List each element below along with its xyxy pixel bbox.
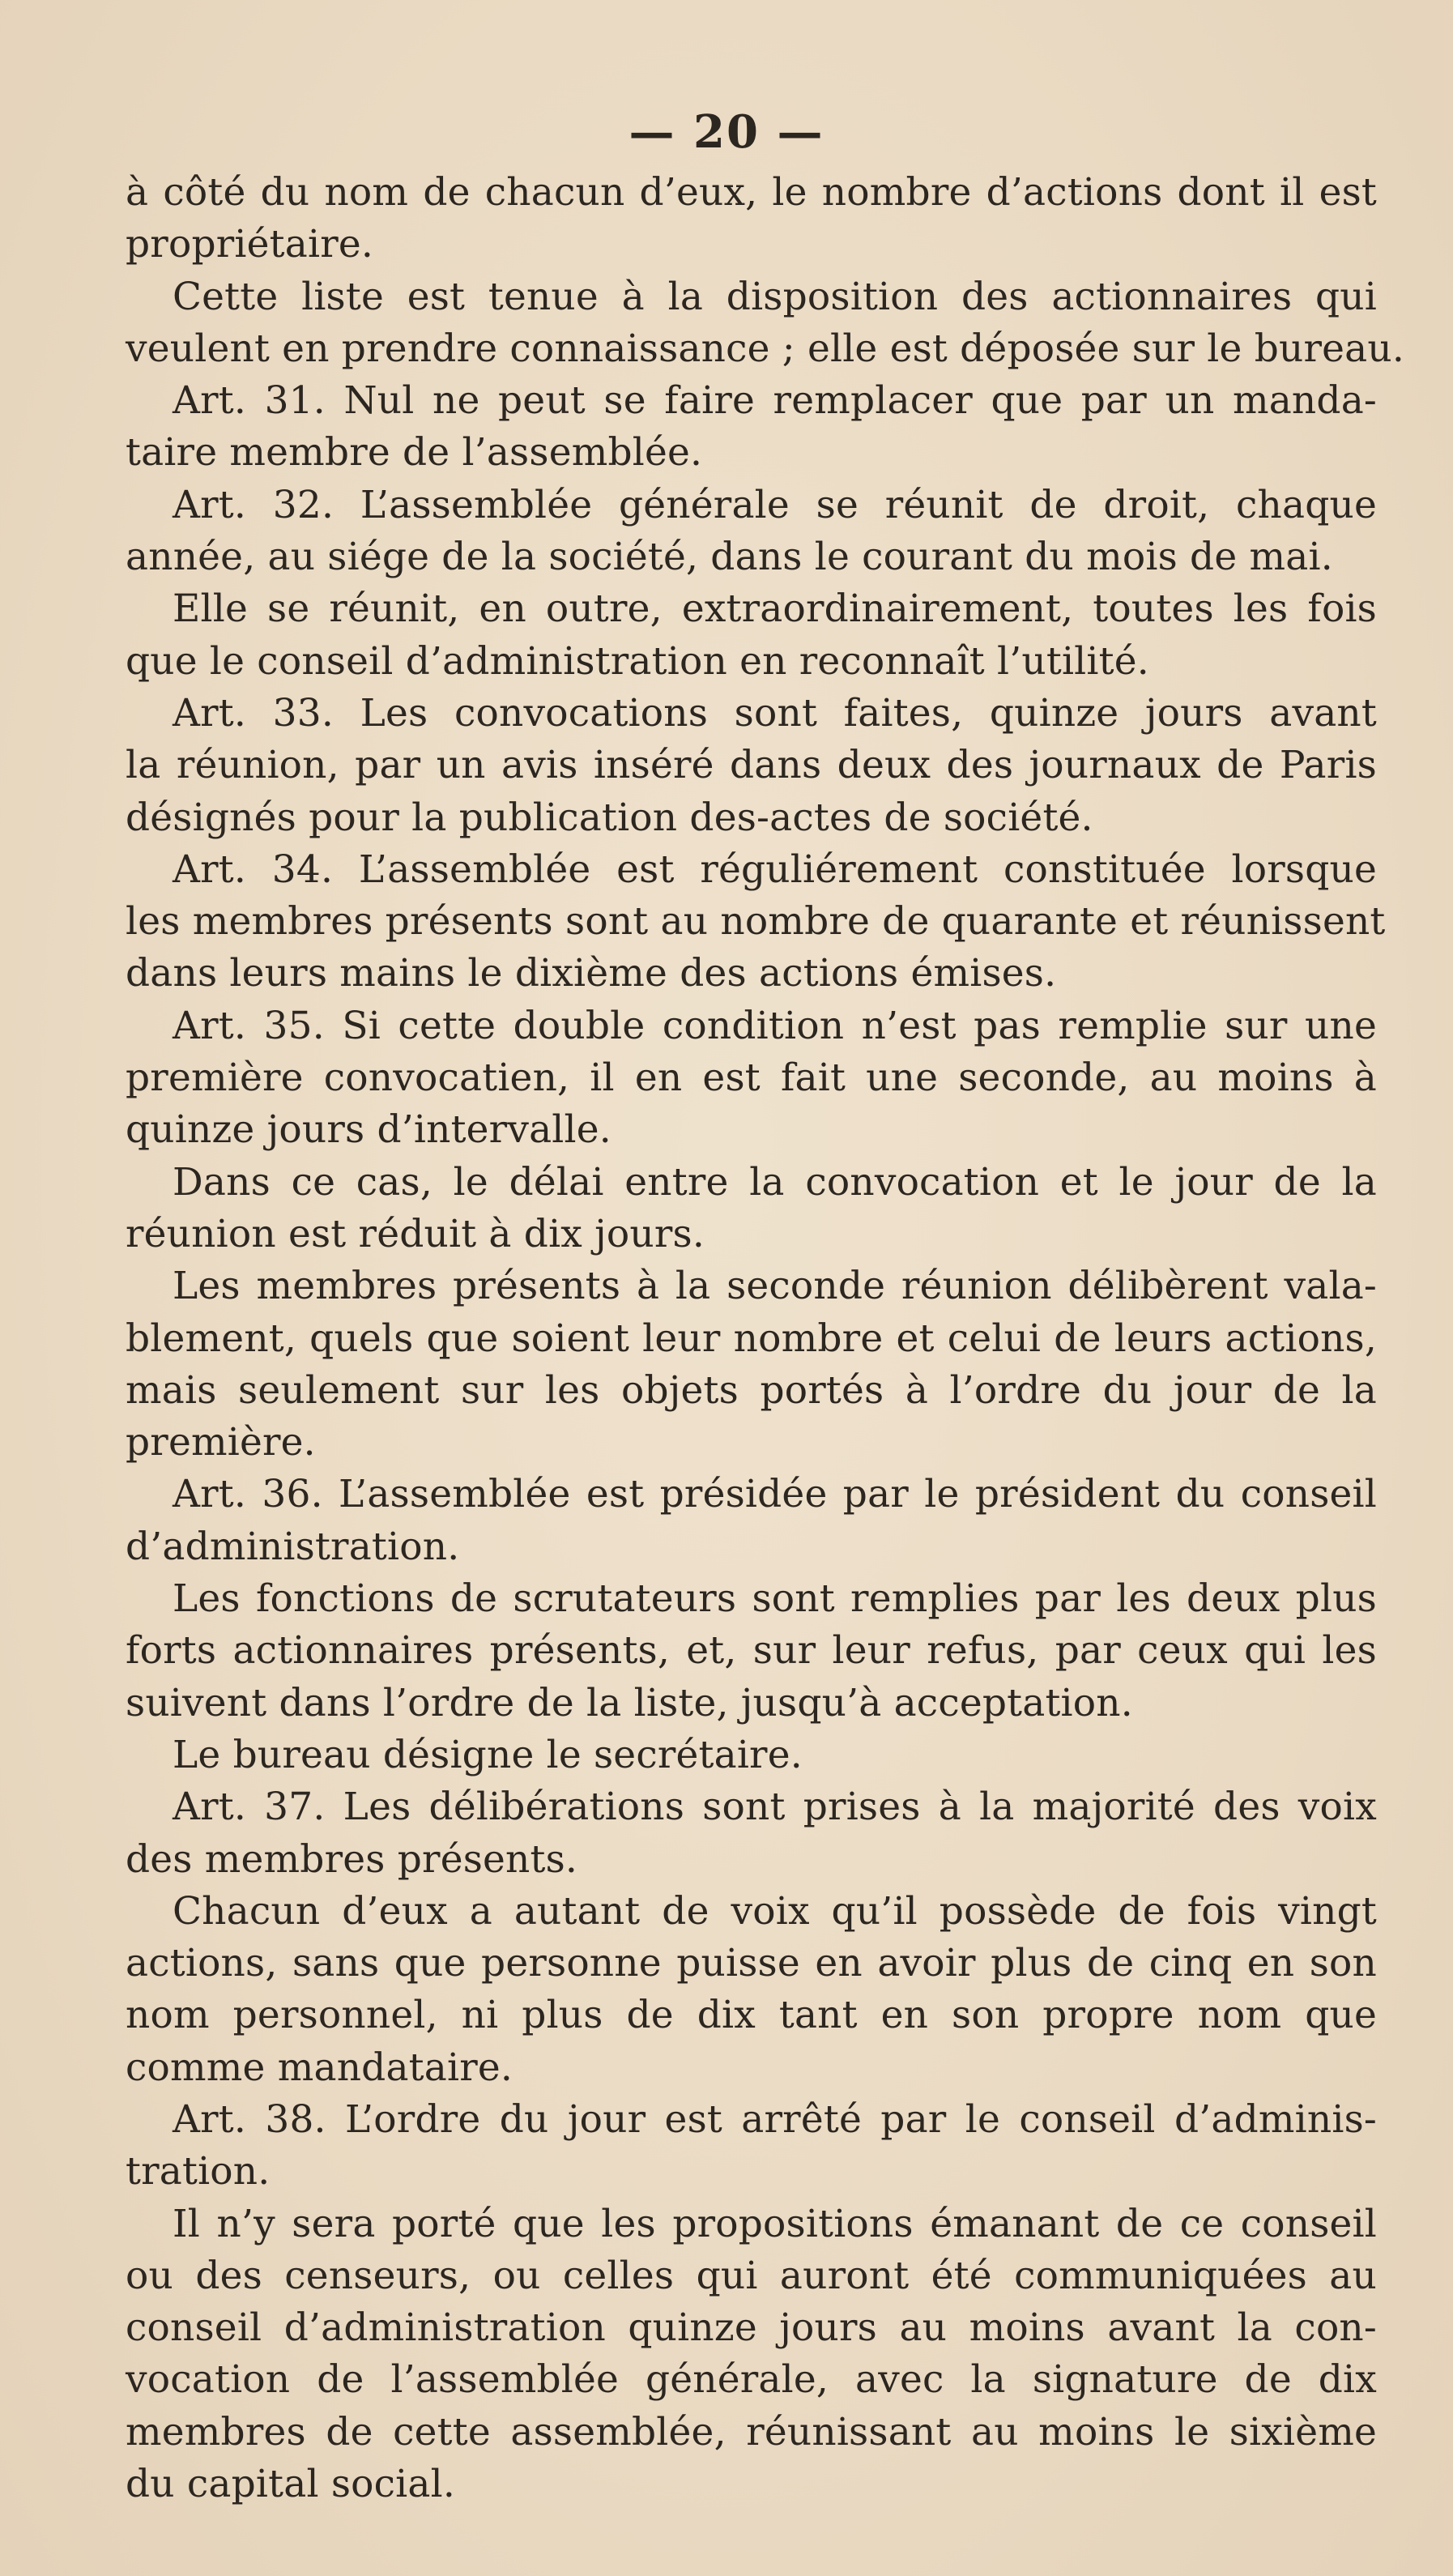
text-line: Les membres présents à la seconde réunion délibèrent vala- xyxy=(173,1264,1377,1309)
text-line: veulent en prendre connaissance ; elle est déposée sur le bureau. xyxy=(126,326,1404,371)
text-line: Art. 35. Si cette double condition n’est pas remplie sur une xyxy=(173,1003,1377,1048)
text-line: tration. xyxy=(126,2149,271,2194)
text-line: quinze jours d’intervalle. xyxy=(126,1107,611,1153)
text-line: dans leurs mains le dixième des actions émises. xyxy=(126,951,1057,996)
text-line: année, au siége de la société, dans le courant du mois de mai. xyxy=(126,535,1333,580)
text-line: comme mandataire. xyxy=(126,2045,513,2090)
page-number: — 20 — xyxy=(628,105,825,159)
text-line: désignés pour la publication des-actes de société. xyxy=(126,795,1093,840)
text-line: que le conseil d’administration en reconnaît l’utilité. xyxy=(126,638,1149,684)
text-line: Cette liste est tenue à la disposition des actionnaires qui xyxy=(173,274,1377,319)
text-line: Les fonctions de scrutateurs sont remplies par les deux plus xyxy=(173,1576,1377,1622)
text-line: nom personnel, ni plus de dix tant en son propre nom que xyxy=(126,1993,1377,2038)
text-line: à côté du nom de chacun d’eux, le nombre d’actions dont il est xyxy=(126,170,1377,215)
text-line: actions, sans que personne puisse en avoir plus de cinq en son xyxy=(126,1941,1377,1986)
text-line: Art. 37. Les délibérations sont prises à la majorité des voix xyxy=(173,1785,1377,1830)
text-line: Art. 32. L’assemblée générale se réunit de droit, chaque xyxy=(173,482,1377,527)
text-line: la réunion, par un avis inséré dans deux des journaux de Paris xyxy=(126,743,1377,788)
text-line: suivent dans l’ordre de la liste, jusqu’à acceptation. xyxy=(126,1680,1133,1725)
text-line: Art. 34. L’assemblée est réguliérement constituée lorsque xyxy=(173,847,1377,892)
text-line: des membres présents. xyxy=(126,1836,578,1882)
text-line: les membres présents sont au nombre de quarante et réunissent xyxy=(126,899,1386,945)
text-line: première convocatien, il en est fait une seconde, au moins à xyxy=(126,1056,1377,1101)
text-line: Elle se réunit, en outre, extraordinairement, toutes les fois xyxy=(173,586,1377,632)
text-line: Art. 33. Les convocations sont faites, quinze jours avant xyxy=(173,690,1377,736)
text-line: réunion est réduit à dix jours. xyxy=(126,1211,705,1256)
text-line: ou des censeurs, ou celles qui auront été communiquées au xyxy=(126,2253,1377,2298)
text-line: forts actionnaires présents, et, sur leur refus, par ceux qui les xyxy=(126,1628,1377,1674)
text-line: Art. 36. L’assemblée est présidée par le président du conseil xyxy=(173,1472,1377,1517)
text-line: Le bureau désigne le secrétaire. xyxy=(173,1732,803,1777)
text-line: Il n’y sera porté que les propositions émanant de ce conseil xyxy=(173,2201,1377,2246)
text-line: Art. 31. Nul ne peut se faire remplacer que par un manda- xyxy=(173,378,1377,424)
text-line: propriétaire. xyxy=(126,222,374,267)
text-line: conseil d’administration quinze jours au moins avant la con- xyxy=(126,2305,1377,2351)
text-line: du capital social. xyxy=(126,2462,456,2507)
text-line: mais seulement sur les objets portés à l’ordre du jour de la xyxy=(126,1367,1377,1413)
text-line: vocation de l’assemblée générale, avec la signature de dix xyxy=(126,2357,1377,2403)
text-line: Art. 38. L’ordre du jour est arrêté par le conseil d’adminis- xyxy=(173,2096,1377,2142)
text-line: première. xyxy=(126,1420,316,1465)
text-line: Chacun d’eux a autant de voix qu’il possède de fois vingt xyxy=(173,1888,1377,1934)
body-text xyxy=(126,167,1404,2510)
text-line: Dans ce cas, le délai entre la convocation et le jour de la xyxy=(173,1159,1377,1205)
text-line: d’administration. xyxy=(126,1524,460,1569)
text-line: taire membre de l’assemblée. xyxy=(126,430,703,476)
text-line: blement, quels que soient leur nombre et celui de leurs actions, xyxy=(126,1316,1377,1361)
text-line: membres de cette assemblée, réunissant au moins le sixième xyxy=(126,2409,1377,2454)
